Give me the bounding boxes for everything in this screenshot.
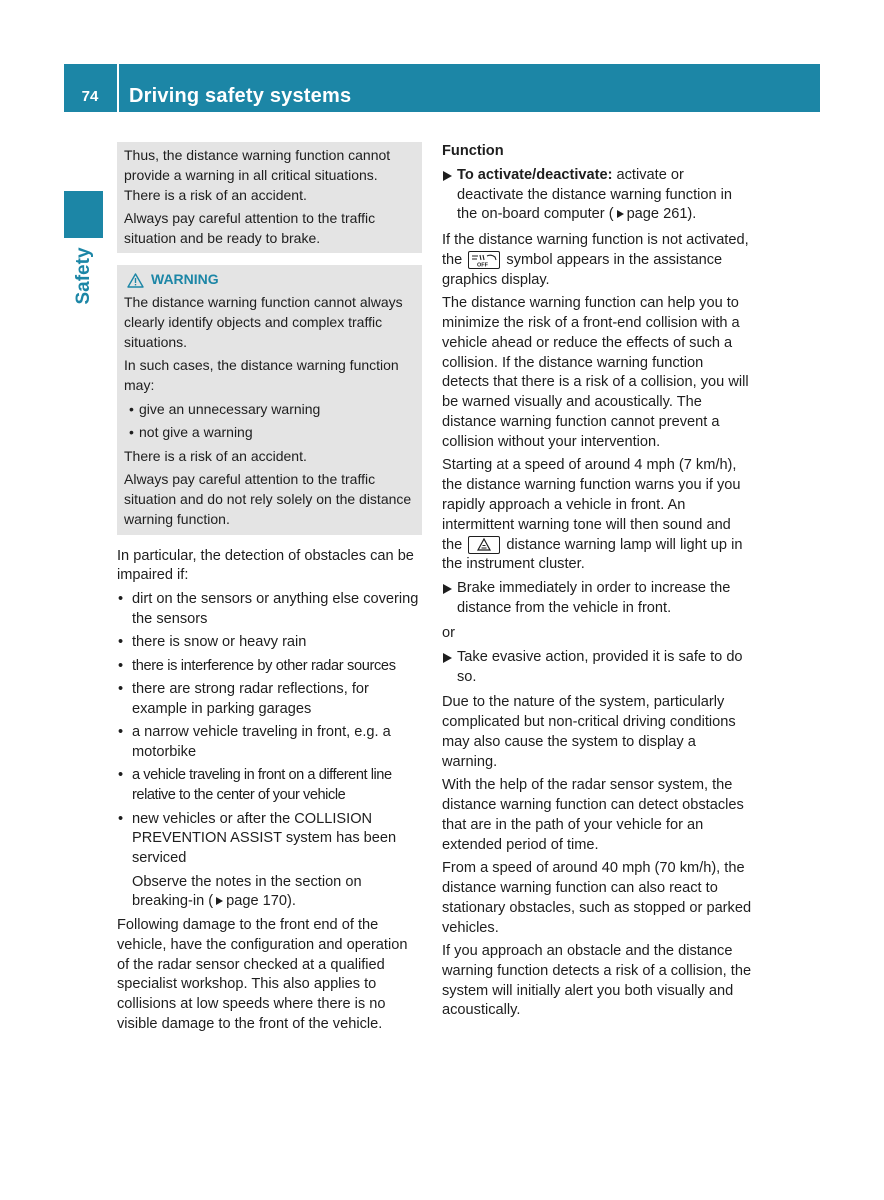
evasive-step (442, 648, 752, 688)
list-item: • give an unnecessary warning (124, 400, 415, 420)
page-reference-arrow-icon (216, 897, 223, 905)
side-tab-marker (64, 191, 103, 238)
distance-warning-lamp-icon (468, 536, 500, 554)
right-column (442, 142, 752, 1025)
list-item: • not give a warning (124, 423, 415, 443)
list-item: • a vehicle traveling in front on a different line relative to the center of your vehicle (117, 766, 422, 806)
page-title: Driving safety systems (129, 85, 352, 107)
not-activated-text: symbol appears in the assistance graphics display. (442, 251, 723, 288)
impairment-list (117, 590, 422, 869)
speed-text: Starting at a speed of around 4 mph (7 km/h), the distance warning function warns you if you rapidly approach a vehicle in front. An intermittent warning tone will then sound and the (442, 457, 741, 553)
speed-paragraph (442, 456, 752, 575)
help-paragraph: The distance warning function can help you to minimize the risk of a front-end collision with a vehicle ahead or reduce the effects of such a collision. If the distance warning function detects that there is a risk of a collision, you will be warned visually and acoustically. The distance warning function cannot prevent a collision without your intervention. (442, 295, 749, 450)
brake-step-text: Brake immediately in order to increase the distance from the vehicle in front. (457, 579, 731, 616)
warning-list (124, 400, 415, 443)
warning-label: WARNING (151, 271, 219, 288)
warning-paragraph: Always pay careful attention to the traffic situation and do not rely solely on the distance warning function. (124, 471, 412, 527)
function-title: Function (442, 143, 504, 159)
step-arrow-icon (443, 171, 452, 181)
speed-text: distance warning lamp will light up in the instrument cluster. (442, 536, 743, 573)
page-reference-arrow-icon (617, 210, 624, 218)
warning-heading (124, 270, 415, 290)
note-paragraph: Thus, the distance warning function cannot provide a warning in all critical situations. There is a risk of an accident. (124, 147, 391, 203)
note-paragraph: Always pay careful attention to the traffic situation and be ready to brake. (124, 209, 376, 246)
warning-paragraph: The distance warning function cannot always clearly identify objects and complex traffic situations. (124, 294, 403, 350)
radar-paragraph: With the help of the radar sensor system, the distance warning function can detect obstacles that are in the path of your vehicle for an extended period of time. (442, 777, 744, 853)
distance-warning-off-icon (468, 251, 500, 269)
not-activated-paragraph (442, 231, 752, 290)
observe-note (117, 873, 422, 913)
list-item: • there is snow or heavy rain (117, 633, 422, 653)
warning-paragraph: In such cases, the distance warning function may: (124, 357, 399, 393)
damage-paragraph: Following damage to the front end of the vehicle, have the configuration and operation of the radar sensor checked at a qualified specialist workshop. This also applies to collisions at low speeds where there is no visible damage to the front of the vehicle. (117, 916, 408, 1032)
warning-paragraph: There is a risk of an accident. (124, 447, 307, 464)
activate-page-link[interactable]: page 261). (626, 206, 697, 223)
side-tab-label: Safety (73, 247, 95, 305)
observe-page-link[interactable]: page 170). (226, 893, 296, 910)
page-header (64, 64, 820, 112)
activate-text: activate or deactivate the distance warning function in the on-board computer ( (457, 166, 733, 223)
evasive-step-text: Take evasive action, provided it is safe to do so. (457, 648, 743, 685)
header-divider (117, 64, 119, 112)
page-number: 74 (81, 88, 99, 105)
list-item: • there is interference by other radar sources (117, 657, 422, 677)
note-box (117, 142, 422, 253)
activate-step (442, 166, 752, 225)
brake-step (442, 579, 752, 619)
or-text: or (442, 625, 455, 642)
observe-text: Observe the notes in the section on breaking-in ( (132, 873, 362, 910)
approach-paragraph: If you approach an obstacle and the distance warning function detects a risk of a collision, the system will initially alert you both visually and acoustically. (442, 943, 752, 1019)
speed40-paragraph: From a speed of around 40 mph (70 km/h), the distance warning function can also react to stationary obstacles, such as stopped or parked vehicles. (442, 860, 752, 936)
warning-box (117, 265, 422, 534)
nature-paragraph: Due to the nature of the system, particularly complicated but non-critical driving conditions may also cause the system to display a warning. (442, 694, 736, 770)
list-item: • there are strong radar reflections, for example in parking garages (117, 680, 422, 720)
svg-text:OFF: OFF (477, 262, 489, 268)
not-activated-text: If the distance warning function is not activated, the (442, 232, 749, 268)
activate-label: To activate/deactivate: (457, 166, 613, 183)
impairment-section (117, 547, 422, 1035)
step-arrow-icon (443, 653, 452, 663)
left-column (117, 142, 422, 1038)
list-item: • new vehicles or after the COLLISION PREVENTION ASSIST system has been serviced (117, 810, 422, 869)
list-item: • a narrow vehicle traveling in front, e.g. a motorbike (117, 723, 422, 763)
step-arrow-icon (443, 584, 452, 594)
impairment-intro: In particular, the detection of obstacles can be impaired if: (117, 547, 414, 584)
list-item: • dirt on the sensors or anything else covering the sensors (117, 590, 422, 630)
warning-triangle-icon (127, 273, 144, 288)
